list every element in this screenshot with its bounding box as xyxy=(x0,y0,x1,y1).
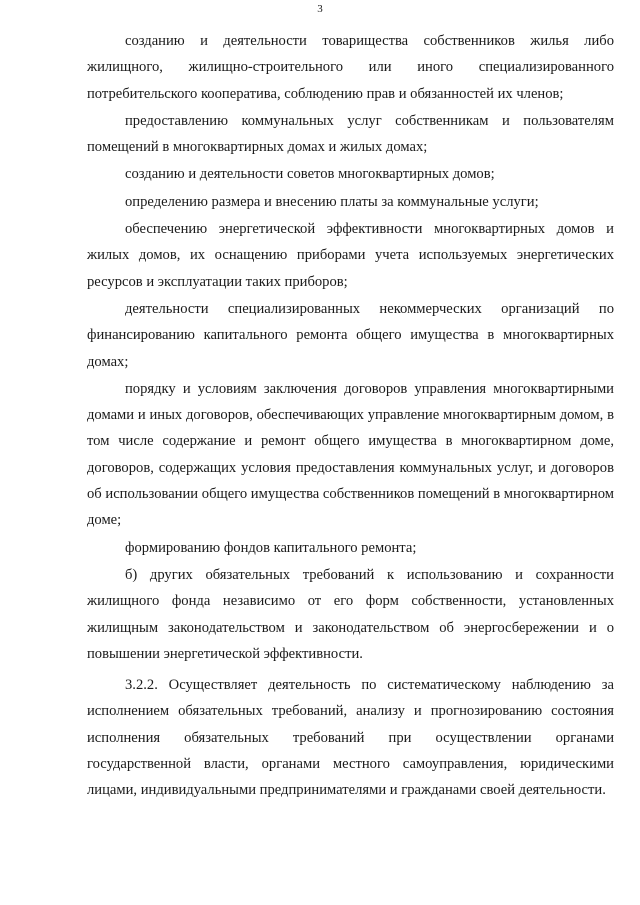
paragraph: определению размера и внесению платы за коммунальные услуги; xyxy=(125,193,539,210)
paragraph: 3.2.2. Осуществляет деятельность по систематическому наблюдению за исполнением обязательных требований, анализу и прогнозированию состояния исполнения обязательных требований при осуществлении органами государственной власти, органами местного самоуправления, юридическими лицами, индивидуальными предпринимателями и гражданами своей деятельности. xyxy=(87,677,614,799)
paragraph: б) других обязательных требований к использованию и сохранности жилищного фонда независимо от его форм собственности, установленных жилищным законодательством и законодательством об энергосбережении и о повышении энергетической эффективности. xyxy=(87,566,614,662)
paragraph: предоставлению коммунальных услуг собственникам и пользователям помещений в многоквартирных домах и жилых домах; xyxy=(87,112,614,156)
paragraph: созданию и деятельности товарищества собственников жилья либо жилищного, жилищно-строительного или иного специализированного потребительского кооператива, соблюдению прав и обязанностей их членов; xyxy=(87,33,614,102)
document-body xyxy=(87,28,614,804)
paragraph: обеспечению энергетической эффективности многоквартирных домов и жилых домов, их оснащению приборами учета используемых энергетических ресурсов и эксплуатации таких приборов; xyxy=(87,221,614,290)
page-number: 3 xyxy=(317,3,323,15)
paragraph: деятельности специализированных некоммерческих организаций по финансированию капитального ремонта общего имущества в многоквартирных домах; xyxy=(87,300,614,370)
paragraph: формированию фондов капитального ремонта; xyxy=(125,539,417,556)
paragraph: созданию и деятельности советов многоквартирных домов; xyxy=(125,166,495,183)
paragraph: порядку и условиям заключения договоров управления многоквартирными домами и иных договоров, обеспечивающих управление многоквартирным домом, в том числе содержание и ремонт общего имущества в многоквартирном доме, договоров, содержащих условия предоставления коммунальных услуг, и договоров об использовании общего имущества собственников помещений в многоквартирном доме; xyxy=(87,380,614,529)
